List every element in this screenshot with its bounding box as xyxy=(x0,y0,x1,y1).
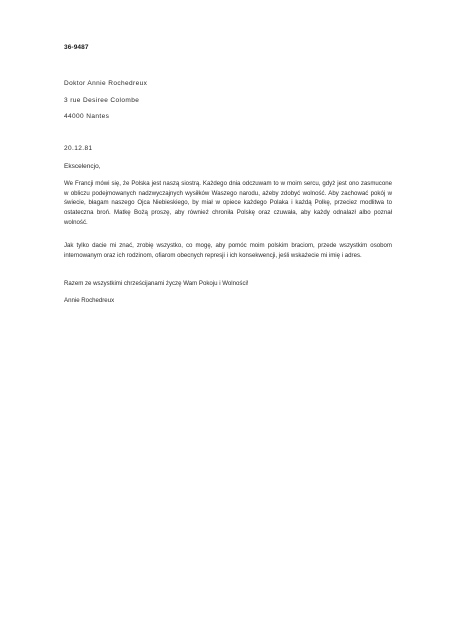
paragraph-2: Jak tylko dacie mi znać, zrobię wszystko, co mogę, aby pomóc moim polskim braciom, przede wszystkim osobom internowanym oraz ich rodzinom, ofiarom obecnych represji i ich konsekwencji, jeśli wskażecie mi imię i adres. xyxy=(64,242,392,259)
signature: Annie Rochedreux xyxy=(64,297,115,304)
paragraph-1: We Francji mówi się, że Polska jest naszą siostrą. Każdego dnia odczuwam to w moim sercu, gdyż jest ono zasmucone w obliczu podejmowanych nadzwyczajnych wysiłków Waszego narodu, ażeby zdobyć wolność. Aby zachować pokój w świecie, błagam naszego Ojca Niebieskiego, by miał w opiece każdego Polaka i każdą Polkę, przeciez modlitwa to ostateczna broń. Matkę Bożą proszę, aby również chroniła Polskę oraz czuwała, aby każdy odnalazł albo poznał wolność. xyxy=(64,180,392,226)
document-id: 36-9487 xyxy=(64,44,89,51)
greeting: Ekscelencjo, xyxy=(64,163,101,170)
recipient-name: Doktor Annie Rochedreux xyxy=(64,80,148,87)
closing-line: Razem ze wszystkimi chrześcijanami życzę Wam Pokoju i Wolności! xyxy=(64,280,249,287)
recipient-city: 44000 Nantes xyxy=(64,113,110,120)
letter-date: 20.12.81 xyxy=(64,145,93,152)
recipient-street: 3 rue Desiree Colombe xyxy=(64,97,140,104)
